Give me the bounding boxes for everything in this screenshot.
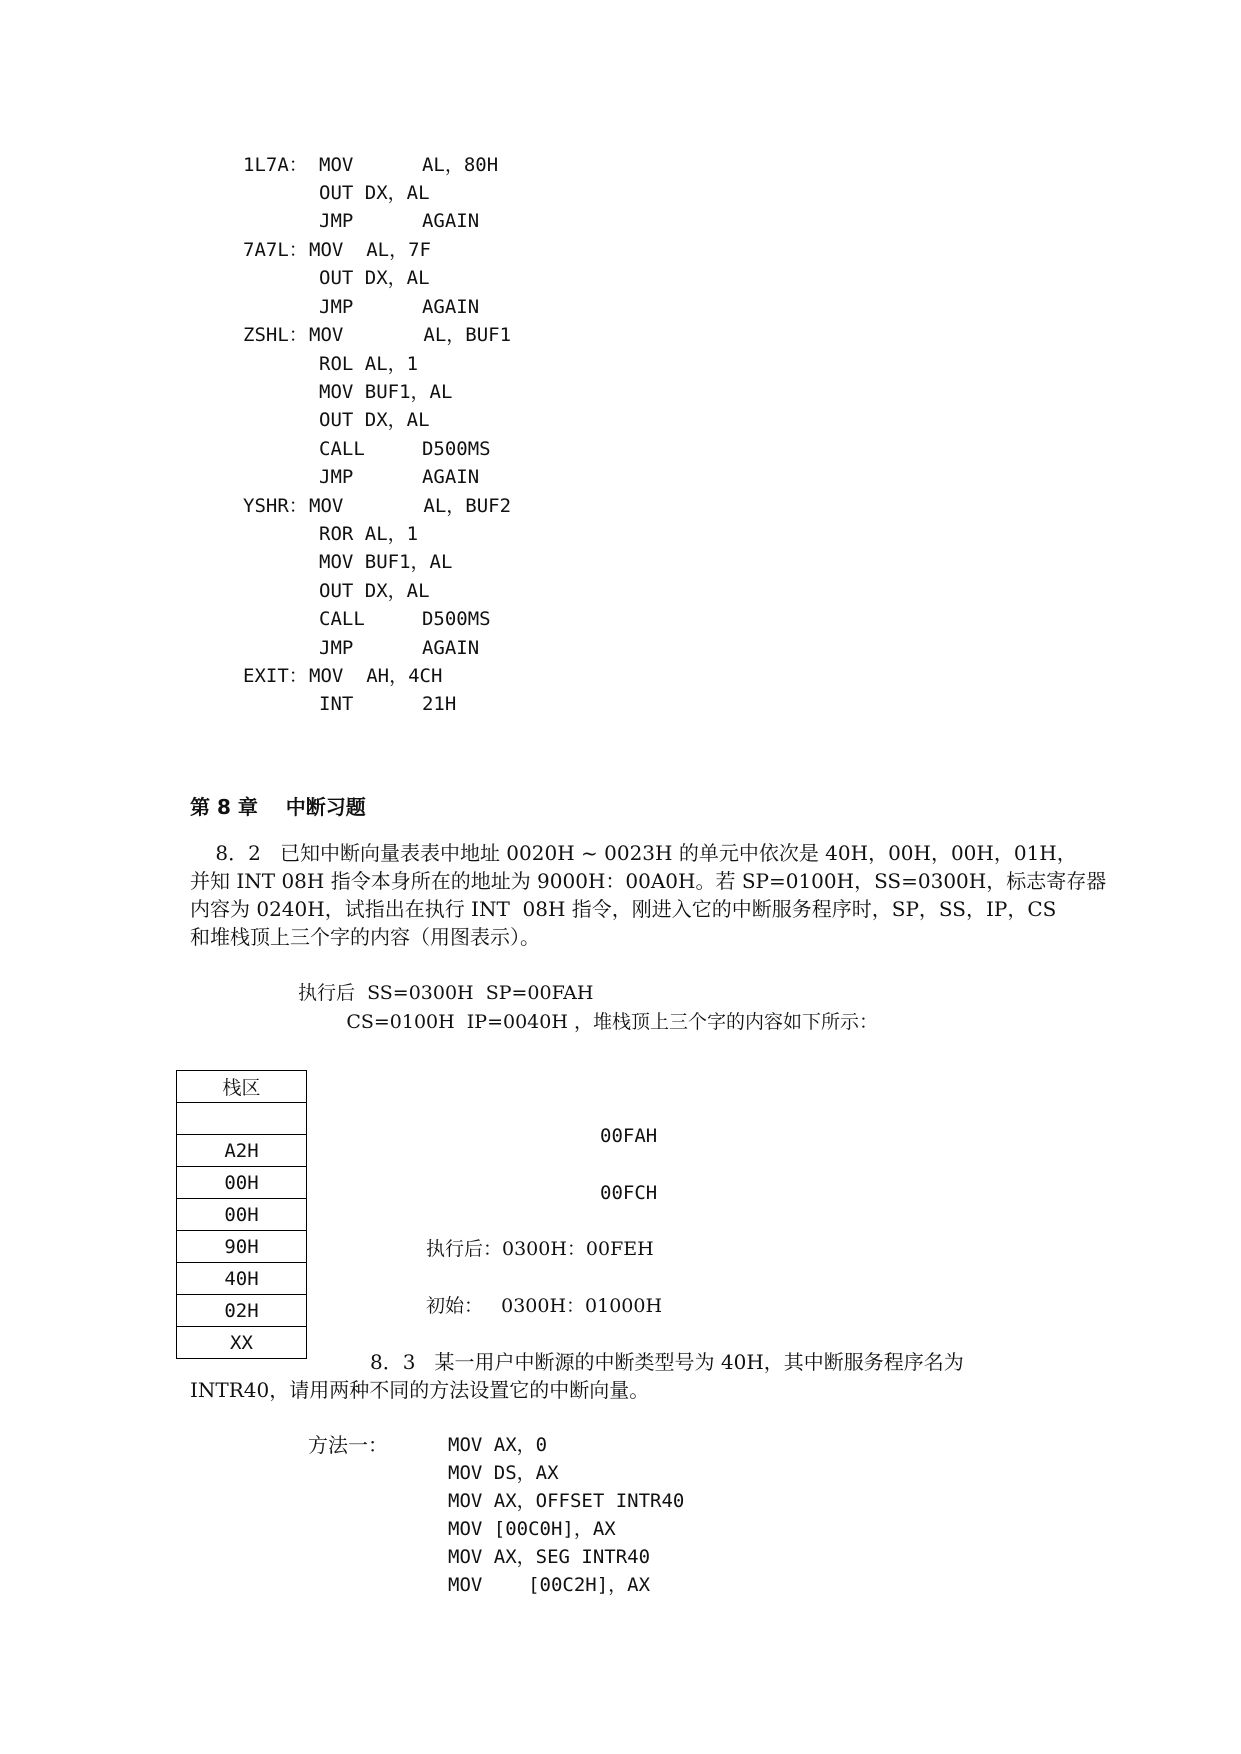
code-instr: OUT DX，AL — [319, 182, 430, 204]
code-instr: JMP AGAIN — [319, 637, 480, 659]
code-label: 7A7L： — [243, 239, 308, 261]
code-label: 1L7A： — [243, 154, 308, 176]
method-code-line: MOV [00C0H]，AX — [448, 1518, 616, 1540]
stack-cell — [177, 1103, 307, 1135]
stack-table — [176, 1070, 307, 1359]
code-label: EXIT： — [243, 665, 308, 687]
stack-cell: 90H — [177, 1231, 307, 1263]
code-instr: JMP AGAIN — [319, 466, 480, 488]
stack-address-label: 00FCH — [600, 1182, 658, 1204]
stack-cell: XX — [177, 1327, 307, 1359]
stack-cell: A2H — [177, 1135, 307, 1167]
code-instr: MOV BUF1，AL — [319, 551, 453, 573]
code-instr: MOV BUF1，AL — [319, 381, 453, 403]
code-instr: OUT DX，AL — [319, 409, 430, 431]
question-8-3-line: INTR40，请用两种不同的方法设置它的中断向量。 — [190, 1378, 650, 1402]
question-8-3-line: 8．3 某一用户中断源的中断类型号为 40H，其中断服务程序名为 — [370, 1350, 964, 1374]
code-instr: OUT DX，AL — [319, 580, 430, 602]
code-label: YSHR： — [243, 495, 308, 517]
code-instr: CALL D500MS — [319, 608, 491, 630]
method-label: 方法一： — [308, 1433, 388, 1457]
code-instr: INT 21H — [319, 693, 457, 715]
stack-header: 栈区 — [177, 1071, 307, 1103]
stack-cell: 40H — [177, 1263, 307, 1295]
paragraph-line: 和堆栈顶上三个字的内容（用图表示）。 — [190, 925, 540, 949]
stack-cell: 02H — [177, 1295, 307, 1327]
code-instr: MOV AL，BUF2 — [309, 495, 512, 517]
code-instr: MOV AH，4CH — [309, 665, 443, 687]
code-label: ZSHL： — [243, 324, 308, 346]
code-instr: MOV AL，BUF1 — [309, 324, 512, 346]
code-instr: MOV AL，80H — [319, 154, 499, 176]
stack-cell: 00H — [177, 1199, 307, 1231]
code-instr: JMP AGAIN — [319, 296, 480, 318]
method-code-line: MOV AX，OFFSET INTR40 — [448, 1490, 685, 1512]
method-code-line: MOV AX，SEG INTR40 — [448, 1546, 651, 1568]
code-instr: JMP AGAIN — [319, 210, 480, 232]
answer-line: CS=0100H IP=0040H ，堆栈顶上三个字的内容如下所示： — [298, 1011, 878, 1033]
code-instr: MOV AL，7F — [309, 239, 431, 261]
code-instr: CALL D500MS — [319, 438, 491, 460]
code-instr: ROR AL，1 — [319, 523, 419, 545]
method-code-line: MOV [00C2H]，AX — [448, 1574, 651, 1596]
stack-address-label: 初始： 0300H：01000H — [426, 1295, 663, 1317]
stack-cell: 00H — [177, 1167, 307, 1199]
method-code-line: MOV DS，AX — [448, 1462, 559, 1484]
method-code-line: MOV AX，0 — [448, 1434, 548, 1456]
chapter-heading: 第 8 章 中断习题 — [190, 795, 366, 819]
stack-address-label: 执行后：0300H：00FEH — [426, 1238, 654, 1260]
answer-line: 执行后 SS=0300H SP=00FAH — [298, 982, 594, 1004]
paragraph-line: 8．2 已知中断向量表表中地址 0020H ~ 0023H 的单元中依次是 40H，00H，00H，01H， — [190, 841, 1077, 865]
code-instr: OUT DX，AL — [319, 267, 430, 289]
paragraph-line: 并知 INT 08H 指令本身所在的地址为 9000H：00A0H。若 SP=0100H，SS=0300H，标志寄存器 — [190, 869, 1107, 893]
paragraph-line: 内容为 0240H，试指出在执行 INT 08H 指令，刚进入它的中断服务程序时，SP，SS，IP，CS — [190, 897, 1057, 921]
code-instr: ROL AL，1 — [319, 353, 419, 375]
stack-address-label: 00FAH — [600, 1125, 658, 1147]
